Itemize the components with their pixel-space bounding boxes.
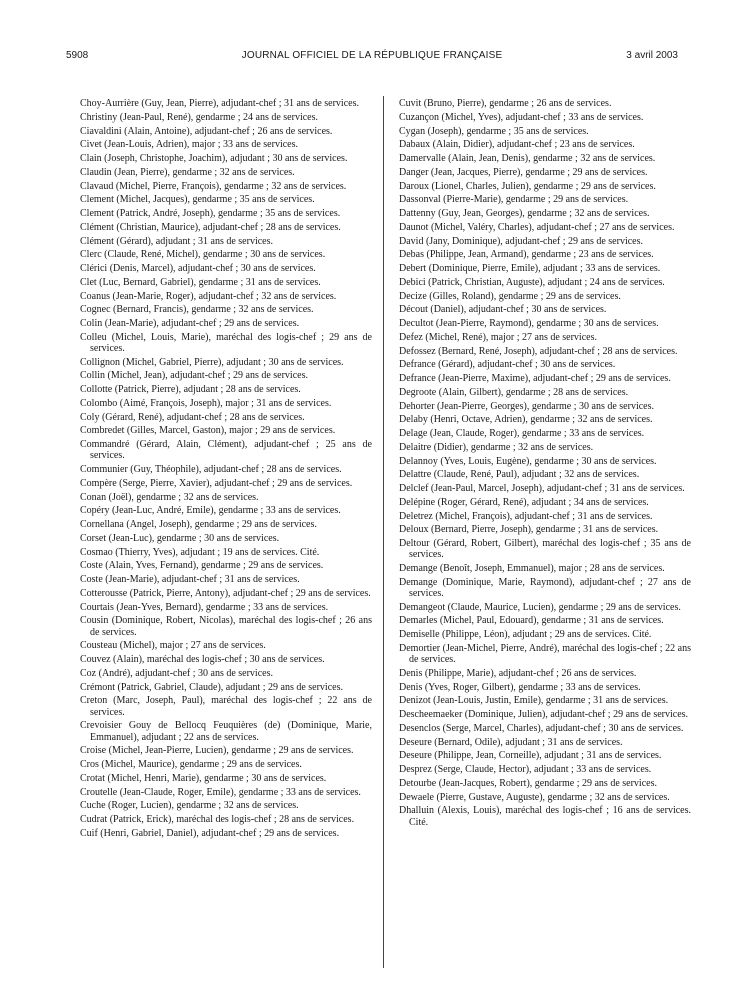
list-entry: Cros (Michel, Maurice), gendarme ; 29 ans de services. — [80, 759, 302, 771]
list-entry: Dhalluin (Alexis, Louis), maréchal des logis-chef ; 16 ans de services. Cité. — [399, 805, 691, 828]
list-entry: Demangeot (Claude, Maurice, Lucien), gendarme ; 29 ans de services. — [399, 601, 681, 613]
list-entry: Croutelle (Jean-Claude, Roger, Emile), gendarme ; 33 ans de services. — [80, 786, 361, 798]
list-entry: Daroux (Lionel, Charles, Julien), gendarme ; 29 ans de services. — [399, 180, 656, 192]
list-entry: Cognec (Bernard, Francis), gendarme ; 32 ans de services. — [80, 304, 314, 316]
list-entry: Cudrat (Patrick, Erick), maréchal des logis-chef ; 28 ans de services. — [80, 814, 355, 826]
list-entry: Denis (Philippe, Marie), adjudant-chef ; 26 ans de services. — [399, 667, 637, 679]
list-entry: Cousteau (Michel), major ; 27 ans de services. — [80, 640, 266, 652]
list-entry: Clement (Patrick, André, Joseph), gendarme ; 35 ans de services. — [80, 208, 341, 219]
list-entry: Dassonval (Pierre-Marie), gendarme ; 29 ans de services. — [399, 194, 629, 206]
list-entry: Colombo (Aimé, François, Joseph), major ; 31 ans de services. — [80, 397, 332, 409]
list-entry: Choy-Aurrière (Guy, Jean, Pierre), adjudant-chef ; 31 ans de services. — [80, 98, 359, 109]
list-entry: Communier (Guy, Théophile), adjudant-chef ; 28 ans de services. — [80, 464, 342, 476]
list-entry: Dehorter (Jean-Pierre, Georges), gendarme ; 30 ans de services. — [399, 400, 654, 412]
list-entry: Coly (Gérard, René), adjudant-chef ; 28 ans de services. — [80, 411, 305, 423]
list-entry: Creton (Marc, Joseph, Paul), maréchal des logis-chef ; 22 ans de services. — [80, 695, 372, 718]
list-entry: Defrance (Gérard), adjudant-chef ; 30 ans de services. — [399, 359, 616, 371]
list-entry: Deletrez (Michel, François), adjudant-chef ; 31 ans de services. — [399, 510, 653, 522]
list-entry: Defrance (Jean-Pierre, Maxime), adjudant-chef ; 29 ans de services. — [399, 373, 671, 384]
list-entry: Courtais (Jean-Yves, Bernard), gendarme ; 33 ans de services. — [80, 601, 329, 613]
page-header — [66, 50, 678, 64]
list-entry: Colin (Jean-Marie), adjudant-chef ; 29 ans de services. — [80, 318, 300, 329]
list-entry: Delclef (Jean-Paul, Marcel, Joseph), adjudant-chef ; 31 ans de services. — [399, 483, 685, 494]
list-entry: Clément (Gérard), adjudant ; 31 ans de services. — [80, 235, 273, 247]
list-entry: Collin (Michel, Jean), adjudant-chef ; 29 ans de services. — [80, 370, 308, 382]
list-entry: Cuvit (Bruno, Pierre), gendarme ; 26 ans de services. — [399, 98, 612, 109]
issue-date: 3 avril 2003 — [626, 50, 678, 61]
list-entry: Coz (André), adjudant-chef ; 30 ans de services. — [80, 667, 273, 679]
list-entry: Demange (Dominique, Marie, Raymond), adjudant-chef ; 27 ans de services. — [399, 576, 691, 599]
list-entry: Cosmao (Thierry, Yves), adjudant ; 19 ans de services. Cité. — [80, 546, 320, 558]
list-entry: Dewaele (Pierre, Gustave, Auguste), gendarme ; 32 ans de services. — [399, 791, 670, 803]
list-entry: Decize (Gilles, Roland), gendarme ; 29 ans de services. — [399, 290, 621, 302]
list-entry: Debas (Philippe, Jean, Armand), gendarme ; 23 ans de services. — [399, 249, 654, 261]
list-entry: Cuzançon (Michel, Yves), adjudant-chef ; 33 ans de services. — [399, 111, 644, 123]
list-entry: Clavaud (Michel, Pierre, François), gendarme ; 32 ans de services. — [80, 180, 347, 192]
list-entry: Delage (Jean, Claude, Roger), gendarme ; 33 ans de services. — [399, 428, 645, 439]
list-entry: Collignon (Michel, Gabriel, Pierre), adjudant ; 30 ans de services. — [80, 356, 344, 368]
list-entry: Demarles (Michel, Paul, Edouard), gendarme ; 31 ans de services. — [399, 615, 664, 627]
right-column — [399, 98, 691, 830]
list-entry: Coste (Alain, Yves, Fernand), gendarme ; 29 ans de services. — [80, 560, 324, 572]
list-entry: Delépine (Roger, Gérard, René), adjudant ; 34 ans de services. — [399, 496, 649, 508]
list-entry: Cygan (Joseph), gendarme ; 35 ans de services. — [399, 125, 589, 137]
list-entry: Desenclos (Serge, Marcel, Charles), adjudant-chef ; 30 ans de services. — [399, 722, 684, 734]
list-entry: Deltour (Gérard, Robert, Gilbert), maréchal des logis-chef ; 35 ans de services. — [399, 538, 691, 561]
list-entry: Crevoisier Gouy de Bellocq Feuquières (de) (Dominique, Marie, Emmanuel), adjudant ; 22 ans de services. — [80, 720, 372, 743]
list-entry: Colleu (Michel, Louis, Marie), maréchal des logis-chef ; 29 ans de services. — [80, 331, 372, 354]
list-entry: Delattre (Claude, René, Paul), adjudant ; 32 ans de services. — [399, 469, 640, 481]
list-entry: Couvez (Alain), maréchal des logis-chef ; 30 ans de services. — [80, 654, 325, 666]
list-entry: Copéry (Jean-Luc, André, Emile), gendarme ; 33 ans de services. — [80, 505, 341, 517]
list-entry: David (Jany, Dominique), adjudant-chef ; 29 ans de services. — [399, 235, 643, 247]
list-entry: Descheemaeker (Dominique, Julien), adjudant-chef ; 29 ans de services. — [399, 709, 689, 721]
list-entry: Demange (Benoît, Joseph, Emmanuel), major ; 28 ans de services. — [399, 562, 665, 574]
list-entry: Delaby (Henri, Octave, Adrien), gendarme ; 32 ans de services. — [399, 414, 653, 426]
list-entry: Demortier (Jean-Michel, Pierre, André), maréchal des logis-chef ; 22 ans de services. — [399, 642, 691, 666]
list-entry: Christiny (Jean-Paul, René), gendarme ; 24 ans de services. — [80, 111, 318, 123]
list-entry: Deseure (Philippe, Jean, Corneille), adjudant ; 31 ans de services. — [399, 750, 662, 762]
list-entry: Debici (Patrick, Christian, Auguste), adjudant ; 24 ans de services. — [399, 276, 665, 288]
journal-title: JOURNAL OFFICIEL DE LA RÉPUBLIQUE FRANÇAISE — [241, 50, 503, 61]
list-entry: Conan (Joël), gendarme ; 32 ans de services. — [80, 491, 259, 503]
list-entry: Deseure (Bernard, Odile), adjudant ; 31 ans de services. — [399, 736, 623, 748]
list-entry: Clain (Joseph, Christophe, Joachim), adjudant ; 30 ans de services. — [80, 153, 348, 164]
list-entry: Clement (Michel, Jacques), gendarme ; 35 ans de services. — [80, 194, 315, 206]
list-entry: Combredet (Gilles, Marcel, Gaston), major ; 29 ans de services. — [80, 425, 336, 437]
list-entry: Croise (Michel, Jean-Pierre, Lucien), gendarme ; 29 ans de services. — [80, 745, 354, 757]
list-entry: Civet (Jean-Louis, Adrien), major ; 33 ans de services. — [80, 139, 298, 151]
list-entry: Claudin (Jean, Pierre), gendarme ; 32 ans de services. — [80, 166, 295, 178]
left-column — [80, 98, 372, 842]
list-entry: Damervalle (Alain, Jean, Denis), gendarme ; 32 ans de services. — [399, 153, 656, 164]
list-entry: Detourbe (Jean-Jacques, Robert), gendarme ; 29 ans de services. — [399, 777, 657, 789]
list-entry: Cuif (Henri, Gabriel, Daniel), adjudant-chef ; 29 ans de services. — [80, 827, 340, 839]
list-entry: Collotte (Patrick, Pierre), adjudant ; 28 ans de services. — [80, 384, 301, 396]
list-entry: Danger (Jean, Jacques, Pierre), gendarme ; 29 ans de services. — [399, 166, 648, 178]
list-entry: Cousin (Dominique, Robert, Nicolas), maréchal des logis-chef ; 26 ans de services. — [80, 615, 372, 638]
list-entry: Clerc (Claude, René, Michel), gendarme ; 30 ans de services. — [80, 249, 326, 261]
list-entry: Clérici (Denis, Marcel), adjudant-chef ; 30 ans de services. — [80, 263, 316, 274]
page-number: 5908 — [66, 50, 89, 61]
list-entry: Denis (Yves, Roger, Gilbert), gendarme ; 33 ans de services. — [399, 681, 641, 693]
list-entry: Dabaux (Alain, Didier), adjudant-chef ; 23 ans de services. — [399, 139, 635, 151]
list-entry: Delannoy (Yves, Louis, Eugène), gendarme ; 30 ans de services. — [399, 455, 657, 467]
list-entry: Décout (Daniel), adjudant-chef ; 30 ans de services. — [399, 304, 607, 316]
list-entry: Coanus (Jean-Marie, Roger), adjudant-chef ; 32 ans de services. — [80, 290, 337, 302]
list-entry: Crémont (Patrick, Gabriel, Claude), adjudant ; 29 ans de services. — [80, 681, 343, 693]
list-entry: Demiselle (Philippe, Léon), adjudant ; 29 ans de services. Cité. — [399, 629, 652, 641]
list-entry: Dattenny (Guy, Jean, Georges), gendarme ; 32 ans de services. — [399, 208, 650, 219]
list-entry: Defez (Michel, René), major ; 27 ans de services. — [399, 331, 597, 343]
list-entry: Daunot (Michel, Valéry, Charles), adjudant-chef ; 27 ans de services. — [399, 221, 675, 233]
list-entry: Coste (Jean-Marie), adjudant-chef ; 31 ans de services. — [80, 574, 300, 586]
list-entry: Deloux (Bernard, Pierre, Joseph), gendarme ; 31 ans de services. — [399, 524, 659, 536]
list-entry: Crotat (Michel, Henri, Marie), gendarme ; 30 ans de services. — [80, 772, 327, 784]
list-entry: Cornellana (Angel, Joseph), gendarme ; 29 ans de services. — [80, 519, 317, 531]
list-entry: Clément (Christian, Maurice), adjudant-chef ; 28 ans de services. — [80, 221, 341, 233]
list-entry: Defossez (Bernard, René, Joseph), adjudant-chef ; 28 ans de services. — [399, 345, 678, 357]
list-entry: Delaitre (Didier), gendarme ; 32 ans de services. — [399, 441, 594, 453]
list-entry: Cotterousse (Patrick, Pierre, Antony), adjudant-chef ; 29 ans de services. — [80, 587, 371, 599]
column-divider — [383, 96, 384, 968]
list-entry: Ciavaldini (Alain, Antoine), adjudant-chef ; 26 ans de services. — [80, 125, 333, 137]
list-entry: Debert (Dominique, Pierre, Emile), adjudant ; 33 ans de services. — [399, 263, 661, 274]
list-entry: Compère (Serge, Pierre, Xavier), adjudant-chef ; 29 ans de services. — [80, 477, 353, 489]
list-entry: Decultot (Jean-Pierre, Raymond), gendarme ; 30 ans de services. — [399, 318, 659, 329]
list-entry: Degroote (Alain, Gilbert), gendarme ; 28 ans de services. — [399, 386, 629, 398]
list-entry: Commandré (Gérard, Alain, Clément), adjudant-chef ; 25 ans de services. — [80, 439, 372, 462]
list-entry: Clet (Luc, Bernard, Gabriel), gendarme ; 31 ans de services. — [80, 276, 321, 288]
list-entry: Denizot (Jean-Louis, Justin, Emile), gendarme ; 31 ans de services. — [399, 695, 669, 707]
list-entry: Cuche (Roger, Lucien), gendarme ; 32 ans de services. — [80, 800, 299, 812]
list-entry: Corset (Jean-Luc), gendarme ; 30 ans de services. — [80, 532, 280, 544]
list-entry: Desprez (Serge, Claude, Hector), adjudant ; 33 ans de services. — [399, 764, 652, 776]
